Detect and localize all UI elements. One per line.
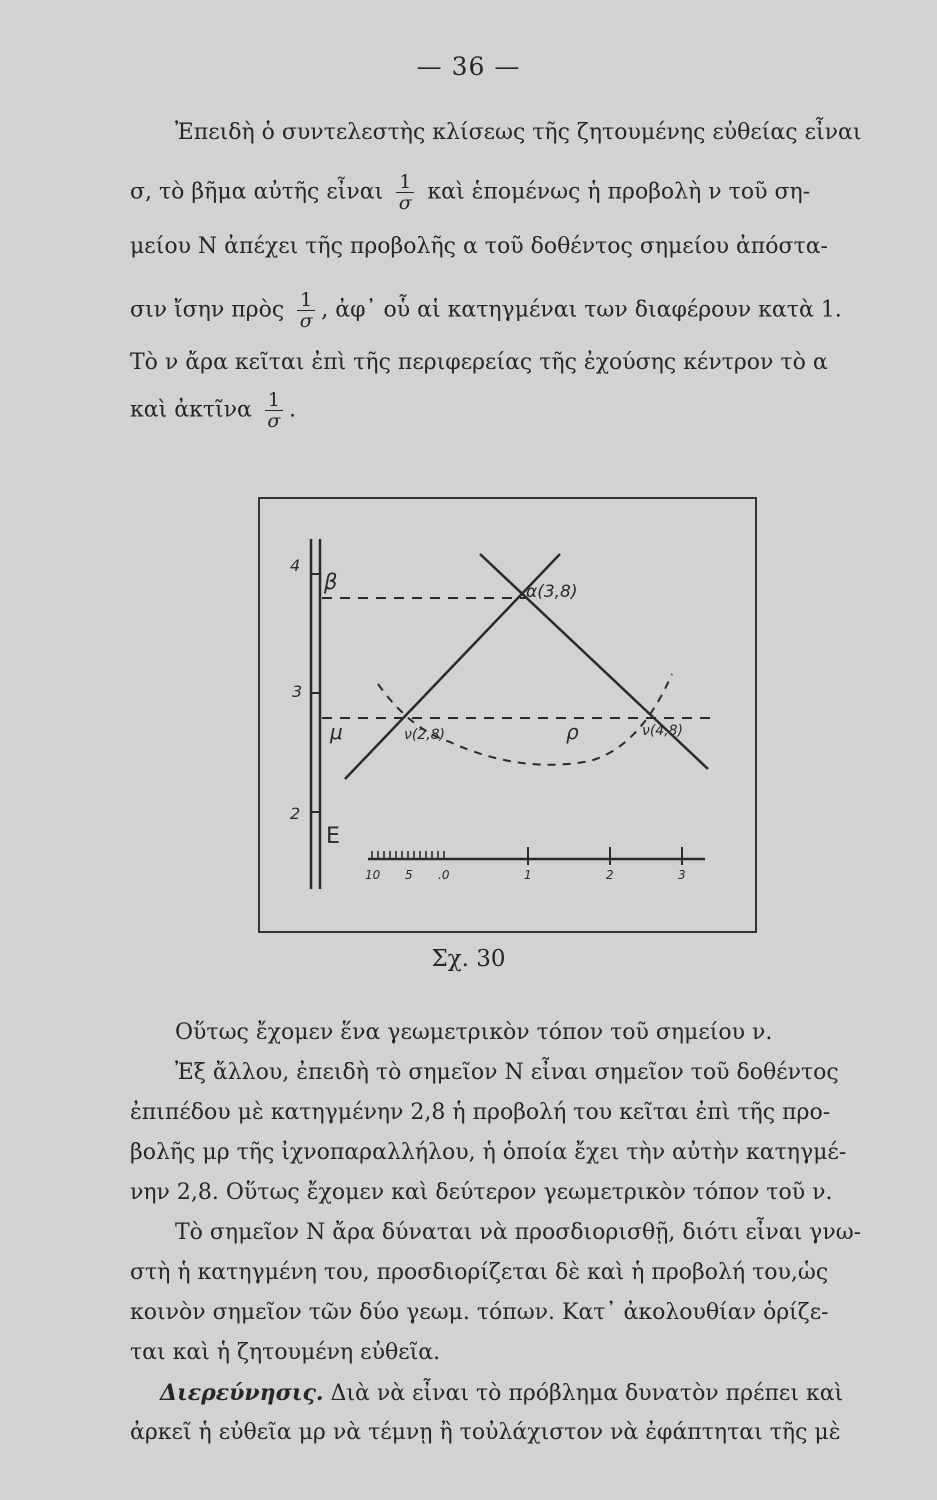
- text-line: στὴ ἡ κατηγμένη του, προσδιορίζεται δὲ καὶ ἡ προβολή του,ὡς: [130, 1260, 829, 1285]
- dashed-circle-arc: [378, 674, 672, 765]
- label-rho: ρ: [566, 720, 579, 744]
- text-span: καὶ ἀκτῖνα: [130, 397, 252, 423]
- text-line: ἀρκεῖ ἡ εὐθεῖα μρ νὰ τέμνῃ ἢ τοὐλάχιστον νὰ ἐφάπτηται τῆς μὲ: [130, 1420, 841, 1445]
- text-line: νην 2,8. Οὕτως ἔχομεν καὶ δεύτερον γεωμετρικὸν τόπον τοῦ ν.: [130, 1180, 833, 1205]
- scale-label: 2: [606, 868, 614, 882]
- fraction-denominator: σ: [299, 310, 313, 332]
- text-span: σ, τὸ βῆμα αὐτῆς εἶναι: [130, 179, 384, 205]
- text-line: Οὕτως ἔχομεν ἕνα γεωμετρικὸν τόπον τοῦ σημείου ν.: [175, 1020, 773, 1045]
- label-mu: μ: [330, 720, 343, 744]
- fraction-denominator: σ: [267, 410, 281, 432]
- fraction-numerator: 1: [396, 172, 414, 193]
- fraction-numerator: 1: [265, 390, 283, 411]
- scale-label: .0: [438, 868, 450, 882]
- text-line: βολῆς μρ τῆς ἰχνοπαραλλήλου, ἡ ὁποία ἔχει τὴν αὐτὴν κατηγμέ-: [130, 1140, 847, 1165]
- text-line-with-fraction: [130, 290, 910, 331]
- fraction-numerator: 1: [297, 290, 315, 311]
- scale-label: 10: [365, 868, 381, 882]
- axis-tick-label: 3: [292, 682, 303, 701]
- text-span: Διὰ νὰ εἶναι τὸ πρόβλημα δυνατὸν πρέπει καὶ: [330, 1381, 844, 1406]
- fraction-one-over-sigma: [396, 172, 414, 213]
- label-beta: β: [324, 570, 338, 594]
- figure-caption: Σχ. 30: [431, 946, 506, 972]
- label-nu-right: ν(4,8): [642, 723, 684, 739]
- text-line-with-heading: [160, 1378, 910, 1409]
- text-line: Ἐξ ἄλλου, ἐπειδὴ τὸ σημεῖον Ν εἶναι σημεῖον τοῦ δοθέντος: [175, 1060, 839, 1085]
- label-alpha-point: α(3,8): [526, 582, 578, 602]
- fraction-denominator: σ: [398, 192, 412, 214]
- text-line: κοινὸν σημεῖον τῶν δύο γεωμ. τόπων. Κατ᾽ ἀκολουθίαν ὁρίζε-: [130, 1300, 829, 1325]
- text-line-with-fraction: [130, 390, 910, 431]
- text-span: καὶ ἑπομένως ἡ προβολὴ ν τοῦ ση-: [427, 179, 811, 205]
- text-line: Τὸ ν ἄρα κεῖται ἐπὶ τῆς περιφερείας τῆς ἐχούσης κέντρον τὸ α: [130, 350, 828, 375]
- text-line: Ἐπειδὴ ὁ συντελεστὴς κλίσεως τῆς ζητουμένης εὐθείας εἶναι: [175, 120, 862, 145]
- label-epsilon: Ε: [326, 824, 340, 849]
- text-line: ται καὶ ἡ ζητουμένη εὐθεῖα.: [130, 1340, 441, 1365]
- text-line-with-fraction: [130, 172, 910, 213]
- text-line: ἐπιπέδου μὲ κατηγμένην 2,8 ἡ προβολή του κεῖται ἐπὶ τῆς προ-: [130, 1100, 831, 1125]
- label-nu-left: ν(2,8): [404, 727, 446, 743]
- figure-drawing: [260, 499, 759, 935]
- fraction-one-over-sigma: [265, 390, 283, 431]
- page-number: — 36 —: [416, 52, 521, 81]
- axis-tick-label: 4: [290, 556, 301, 575]
- text-span: .: [288, 397, 296, 423]
- text-line: μείου Ν ἀπέχει τῆς προβολῆς α τοῦ δοθέντος σημείου ἀπόστα-: [130, 234, 828, 259]
- text-span: , ἀφ᾽ οὗ αἱ κατηγμέναι των διαφέρουν κατὰ 1.: [321, 297, 842, 323]
- scale-label: 5: [405, 868, 413, 882]
- scale-label: 1: [524, 868, 532, 882]
- text-span: σιν ἴσην πρὸς: [130, 297, 285, 323]
- scale-label: 3: [678, 868, 686, 882]
- axis-tick-label: 2: [290, 804, 301, 823]
- figure-30: [258, 497, 757, 933]
- section-heading: Διερεύνησις.: [160, 1380, 324, 1406]
- text-line: Τὸ σημεῖον Ν ἄρα δύναται νὰ προσδιορισθῇ, διότι εἶναι γνω-: [175, 1220, 862, 1245]
- fraction-one-over-sigma: [297, 290, 315, 331]
